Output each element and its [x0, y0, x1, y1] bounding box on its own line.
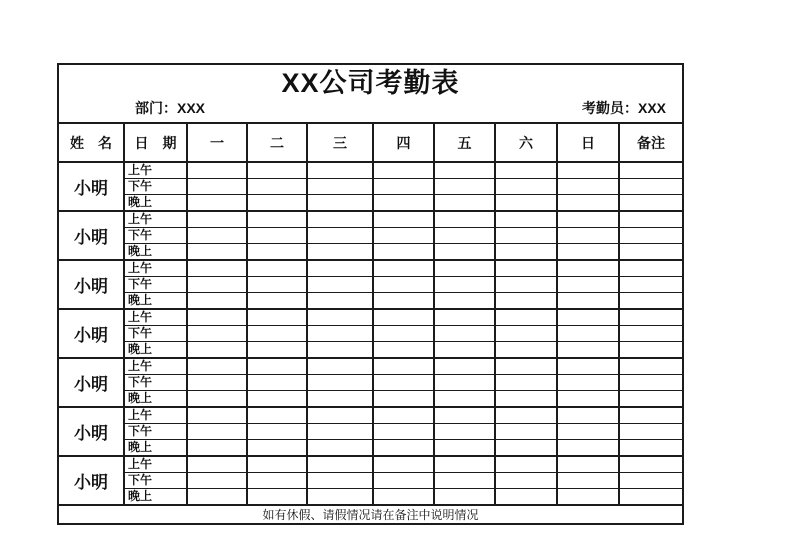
- attendance-entry-cell: [187, 407, 247, 424]
- attendance-entry-cell: [495, 473, 557, 489]
- attendance-entry-cell: [495, 391, 557, 408]
- remark-entry-cell: [619, 358, 682, 375]
- attendance-entry-cell: [247, 309, 307, 326]
- period-cell: 上午: [124, 260, 187, 277]
- attendance-entry-cell: [307, 489, 373, 506]
- attendance-row: [59, 211, 682, 228]
- period-cell: 上午: [124, 211, 187, 228]
- attendance-entry-cell: [495, 326, 557, 342]
- attendance-entry-cell: [247, 391, 307, 408]
- period-cell: 晚上: [124, 195, 187, 212]
- attendance-row: [59, 440, 682, 457]
- attendance-entry-cell: [495, 309, 557, 326]
- attendance-entry-cell: [557, 473, 619, 489]
- attendance-entry-cell: [557, 260, 619, 277]
- attendance-entry-cell: [373, 456, 434, 473]
- attendance-entry-cell: [187, 195, 247, 212]
- attendance-entry-cell: [434, 244, 495, 261]
- period-cell: 晚上: [124, 440, 187, 457]
- attendance-row: [59, 375, 682, 391]
- attendance-entry-cell: [557, 211, 619, 228]
- attendance-entry-cell: [373, 358, 434, 375]
- remark-entry-cell: [619, 260, 682, 277]
- attendance-entry-cell: [187, 179, 247, 195]
- attendance-entry-cell: [495, 260, 557, 277]
- attendance-entry-cell: [373, 244, 434, 261]
- meta-row: [59, 99, 682, 119]
- attendance-entry-cell: [187, 228, 247, 244]
- attendance-entry-cell: [373, 326, 434, 342]
- attendance-entry-cell: [373, 179, 434, 195]
- attendance-entry-cell: [495, 456, 557, 473]
- attendance-entry-cell: [373, 162, 434, 179]
- attendance-entry-cell: [434, 293, 495, 310]
- remark-entry-cell: [619, 342, 682, 359]
- attendance-entry-cell: [307, 309, 373, 326]
- attendance-entry-cell: [373, 473, 434, 489]
- attendance-entry-cell: [247, 162, 307, 179]
- attendance-row: [59, 195, 682, 212]
- attendance-entry-cell: [247, 277, 307, 293]
- attendance-entry-cell: [247, 326, 307, 342]
- header-wed: 三: [307, 124, 373, 162]
- attendance-entry-cell: [187, 162, 247, 179]
- remark-entry-cell: [619, 309, 682, 326]
- attendance-entry-cell: [434, 358, 495, 375]
- attendance-entry-cell: [307, 375, 373, 391]
- remark-entry-cell: [619, 293, 682, 310]
- remark-entry-cell: [619, 375, 682, 391]
- attendance-entry-cell: [373, 293, 434, 310]
- attendance-entry-cell: [307, 293, 373, 310]
- footer-row: [59, 505, 682, 523]
- period-cell: 上午: [124, 407, 187, 424]
- attendance-entry-cell: [434, 489, 495, 506]
- attendance-entry-cell: [187, 440, 247, 457]
- period-cell: 下午: [124, 228, 187, 244]
- attendance-entry-cell: [187, 293, 247, 310]
- attendance-entry-cell: [557, 342, 619, 359]
- attendance-entry-cell: [187, 260, 247, 277]
- attendance-entry-cell: [307, 342, 373, 359]
- remark-entry-cell: [619, 440, 682, 457]
- attendance-entry-cell: [187, 391, 247, 408]
- employee-name-cell: 小明: [59, 456, 124, 505]
- period-cell: 上午: [124, 309, 187, 326]
- remark-entry-cell: [619, 211, 682, 228]
- attendance-entry-cell: [557, 162, 619, 179]
- attendance-row: [59, 228, 682, 244]
- attendance-row: [59, 407, 682, 424]
- attendance-entry-cell: [307, 407, 373, 424]
- attendance-entry-cell: [247, 211, 307, 228]
- period-cell: 上午: [124, 456, 187, 473]
- attendance-entry-cell: [247, 375, 307, 391]
- period-cell: 下午: [124, 179, 187, 195]
- attendance-entry-cell: [434, 260, 495, 277]
- department-label: 部门：XXX: [135, 100, 206, 116]
- footer-note: 如有休假、请假情况请在备注中说明情况: [59, 505, 682, 523]
- attendance-entry-cell: [434, 195, 495, 212]
- attendance-entry-cell: [247, 195, 307, 212]
- attendance-entry-cell: [247, 424, 307, 440]
- attendance-entry-cell: [187, 244, 247, 261]
- attendance-entry-cell: [495, 440, 557, 457]
- attendance-entry-cell: [557, 179, 619, 195]
- attendance-entry-cell: [557, 407, 619, 424]
- header-mon: 一: [187, 124, 247, 162]
- attendance-entry-cell: [373, 391, 434, 408]
- period-cell: 晚上: [124, 391, 187, 408]
- attendance-entry-cell: [434, 440, 495, 457]
- header-remark: 备注: [619, 124, 682, 162]
- period-cell: 下午: [124, 277, 187, 293]
- attendance-entry-cell: [247, 260, 307, 277]
- attendance-entry-cell: [495, 228, 557, 244]
- attendance-entry-cell: [495, 375, 557, 391]
- attendance-entry-cell: [373, 277, 434, 293]
- remark-entry-cell: [619, 424, 682, 440]
- attendance-entry-cell: [495, 342, 557, 359]
- attendance-entry-cell: [434, 326, 495, 342]
- attendance-entry-cell: [434, 162, 495, 179]
- attendance-entry-cell: [495, 179, 557, 195]
- attendance-entry-cell: [307, 424, 373, 440]
- attendance-entry-cell: [557, 195, 619, 212]
- attendance-entry-cell: [557, 293, 619, 310]
- employee-name-cell: 小明: [59, 309, 124, 358]
- remark-entry-cell: [619, 326, 682, 342]
- attendance-entry-cell: [247, 293, 307, 310]
- remark-entry-cell: [619, 489, 682, 506]
- attendance-entry-cell: [434, 342, 495, 359]
- attendance-row: [59, 277, 682, 293]
- attendance-entry-cell: [434, 375, 495, 391]
- attendance-entry-cell: [373, 424, 434, 440]
- attendance-entry-cell: [247, 342, 307, 359]
- attendance-entry-cell: [247, 179, 307, 195]
- attendance-entry-cell: [187, 326, 247, 342]
- remark-entry-cell: [619, 407, 682, 424]
- remark-entry-cell: [619, 244, 682, 261]
- period-cell: 上午: [124, 162, 187, 179]
- attendance-entry-cell: [307, 358, 373, 375]
- attendance-entry-cell: [187, 473, 247, 489]
- period-cell: 下午: [124, 326, 187, 342]
- attendance-entry-cell: [187, 375, 247, 391]
- attendance-entry-cell: [373, 407, 434, 424]
- attendance-entry-cell: [247, 456, 307, 473]
- attendance-entry-cell: [434, 473, 495, 489]
- attendance-entry-cell: [495, 358, 557, 375]
- period-cell: 下午: [124, 424, 187, 440]
- attendance-entry-cell: [557, 489, 619, 506]
- period-cell: 下午: [124, 473, 187, 489]
- attendance-entry-cell: [373, 342, 434, 359]
- attendance-entry-cell: [434, 456, 495, 473]
- attendance-row: [59, 424, 682, 440]
- remark-entry-cell: [619, 195, 682, 212]
- employee-name-cell: 小明: [59, 211, 124, 260]
- attendance-entry-cell: [557, 424, 619, 440]
- remark-entry-cell: [619, 179, 682, 195]
- header-name: 姓 名: [59, 124, 124, 162]
- page-title: XX公司考勤表: [281, 68, 460, 98]
- attendance-entry-cell: [495, 195, 557, 212]
- attendance-row: [59, 489, 682, 506]
- attendance-row: [59, 260, 682, 277]
- attendance-entry-cell: [247, 228, 307, 244]
- employee-name-cell: 小明: [59, 162, 124, 211]
- employee-name-cell: 小明: [59, 358, 124, 407]
- attendance-entry-cell: [307, 228, 373, 244]
- remark-entry-cell: [619, 277, 682, 293]
- attendance-entry-cell: [307, 456, 373, 473]
- header-sun: 日: [557, 124, 619, 162]
- attendance-row: [59, 293, 682, 310]
- attendance-entry-cell: [307, 211, 373, 228]
- attendance-row: [59, 358, 682, 375]
- attendance-entry-cell: [187, 277, 247, 293]
- attendance-entry-cell: [495, 277, 557, 293]
- attendance-entry-cell: [307, 473, 373, 489]
- period-cell: 上午: [124, 358, 187, 375]
- remark-entry-cell: [619, 162, 682, 179]
- attendance-entry-cell: [373, 211, 434, 228]
- period-cell: 晚上: [124, 342, 187, 359]
- attendance-entry-cell: [434, 407, 495, 424]
- attendance-entry-cell: [373, 260, 434, 277]
- attendance-entry-cell: [187, 489, 247, 506]
- attendance-row: [59, 244, 682, 261]
- header-fri: 五: [434, 124, 495, 162]
- attendance-entry-cell: [557, 309, 619, 326]
- attendance-row: [59, 162, 682, 179]
- header-tue: 二: [247, 124, 307, 162]
- attendance-entry-cell: [307, 260, 373, 277]
- recorder-label: 考勤员：XXX: [581, 100, 666, 116]
- attendance-entry-cell: [307, 179, 373, 195]
- header-row: [59, 124, 682, 162]
- attendance-entry-cell: [307, 162, 373, 179]
- attendance-entry-cell: [247, 244, 307, 261]
- employee-name-cell: 小明: [59, 260, 124, 309]
- attendance-entry-cell: [495, 407, 557, 424]
- attendance-entry-cell: [187, 309, 247, 326]
- attendance-row: [59, 473, 682, 489]
- attendance-entry-cell: [373, 195, 434, 212]
- attendance-row: [59, 456, 682, 473]
- attendance-entry-cell: [307, 244, 373, 261]
- attendance-entry-cell: [495, 424, 557, 440]
- attendance-entry-cell: [373, 309, 434, 326]
- header-thu: 四: [373, 124, 434, 162]
- attendance-entry-cell: [373, 489, 434, 506]
- attendance-entry-cell: [187, 211, 247, 228]
- attendance-entry-cell: [187, 456, 247, 473]
- attendance-table: [59, 124, 682, 523]
- attendance-entry-cell: [247, 473, 307, 489]
- attendance-entry-cell: [247, 407, 307, 424]
- attendance-entry-cell: [307, 326, 373, 342]
- attendance-entry-cell: [307, 277, 373, 293]
- remark-entry-cell: [619, 456, 682, 473]
- period-cell: 晚上: [124, 244, 187, 261]
- attendance-entry-cell: [187, 342, 247, 359]
- attendance-entry-cell: [495, 293, 557, 310]
- attendance-entry-cell: [557, 440, 619, 457]
- attendance-entry-cell: [557, 228, 619, 244]
- period-cell: 下午: [124, 375, 187, 391]
- attendance-entry-cell: [495, 244, 557, 261]
- remark-entry-cell: [619, 391, 682, 408]
- attendance-entry-cell: [187, 424, 247, 440]
- attendance-entry-cell: [495, 211, 557, 228]
- attendance-entry-cell: [373, 228, 434, 244]
- attendance-entry-cell: [434, 228, 495, 244]
- attendance-entry-cell: [307, 195, 373, 212]
- attendance-entry-cell: [557, 375, 619, 391]
- attendance-entry-cell: [557, 326, 619, 342]
- attendance-row: [59, 179, 682, 195]
- attendance-form: [57, 63, 684, 525]
- attendance-entry-cell: [557, 456, 619, 473]
- attendance-entry-cell: [307, 440, 373, 457]
- attendance-entry-cell: [557, 277, 619, 293]
- header-date: 日 期: [124, 124, 187, 162]
- attendance-entry-cell: [247, 440, 307, 457]
- attendance-entry-cell: [247, 358, 307, 375]
- header-sat: 六: [495, 124, 557, 162]
- attendance-entry-cell: [247, 489, 307, 506]
- attendance-entry-cell: [187, 358, 247, 375]
- attendance-entry-cell: [557, 244, 619, 261]
- attendance-entry-cell: [434, 277, 495, 293]
- attendance-entry-cell: [373, 375, 434, 391]
- attendance-entry-cell: [434, 211, 495, 228]
- attendance-row: [59, 326, 682, 342]
- employee-name-cell: 小明: [59, 407, 124, 456]
- attendance-row: [59, 309, 682, 326]
- attendance-entry-cell: [434, 391, 495, 408]
- period-cell: 晚上: [124, 489, 187, 506]
- attendance-entry-cell: [495, 489, 557, 506]
- attendance-entry-cell: [495, 162, 557, 179]
- attendance-row: [59, 342, 682, 359]
- attendance-row: [59, 391, 682, 408]
- attendance-entry-cell: [434, 179, 495, 195]
- remark-entry-cell: [619, 228, 682, 244]
- attendance-entry-cell: [434, 309, 495, 326]
- attendance-entry-cell: [434, 424, 495, 440]
- attendance-entry-cell: [307, 391, 373, 408]
- title-block: [59, 67, 682, 124]
- remark-entry-cell: [619, 473, 682, 489]
- attendance-entry-cell: [373, 440, 434, 457]
- attendance-entry-cell: [557, 358, 619, 375]
- attendance-entry-cell: [557, 391, 619, 408]
- period-cell: 晚上: [124, 293, 187, 310]
